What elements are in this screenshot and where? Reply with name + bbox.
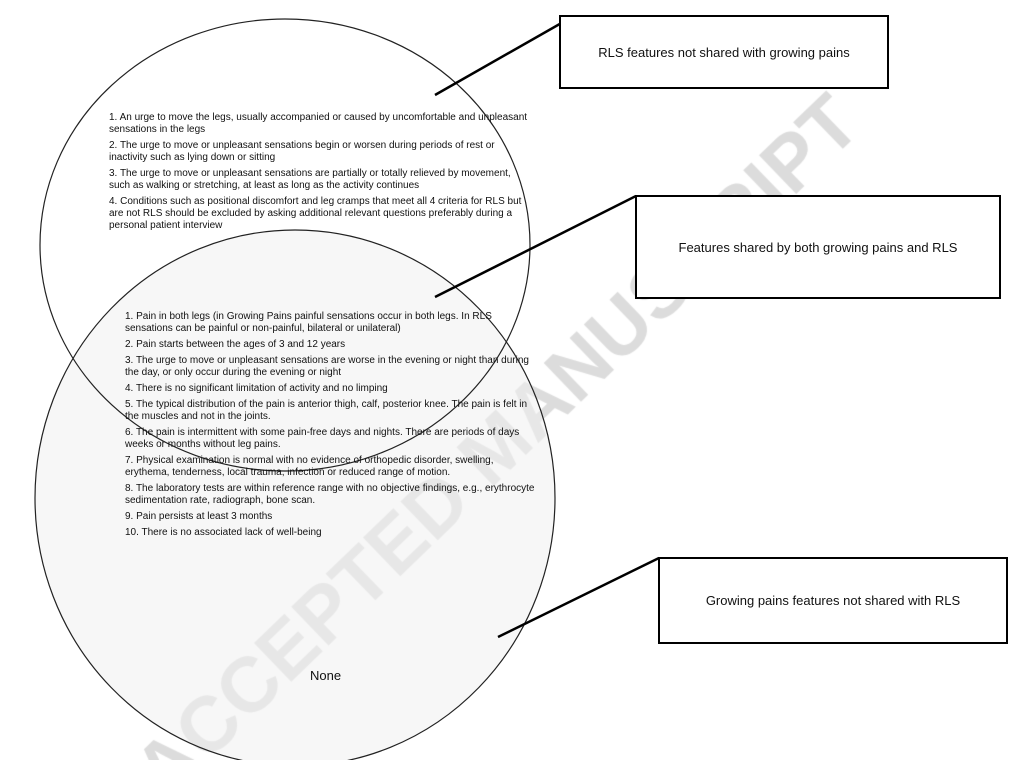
list-item: 4. Conditions such as positional discomfort and leg cramps that meet all 4 criteria for RLS but are not RLS should be excluded by asking additional relevant questions preferably during a personal patient interview <box>109 196 522 231</box>
list-item: 3. The urge to move or unpleasant sensations are worse in the evening or night than during the day, or only occur during the evening or night <box>125 355 529 378</box>
growing-pains-only-text: None <box>310 668 342 683</box>
list-item: 10. There is no associated lack of well-being <box>125 527 322 538</box>
callout-label: RLS features not shared with growing pains <box>598 44 850 60</box>
list-item: 4. There is no significant limitation of activity and no limping <box>125 383 388 394</box>
list-item: 6. The pain is intermittent with some pain-free days and nights. There are periods of days weeks or months without leg pains. <box>125 427 520 450</box>
list-item: 1. An urge to move the legs, usually accompanied or caused by uncomfortable and unpleasant sensations in the legs <box>109 112 528 135</box>
callout-box-rls-only <box>559 15 889 89</box>
list-item: 1. Pain in both legs (in Growing Pains painful sensations occur in both legs. In RLS sensations can be painful or non-painful, bilateral or unilateral) <box>125 311 492 334</box>
callout-label: Growing pains features not shared with RLS <box>705 593 961 608</box>
shared-list <box>125 311 535 543</box>
list-item: 9. Pain persists at least 3 months <box>125 511 273 522</box>
list-item: 3. The urge to move or unpleasant sensations are partially or totally relieved by movement, such as walking or stretching, at least as long as the activity continues <box>109 168 511 191</box>
callout-label: Features shared by both growing pains and RLS <box>678 239 958 255</box>
list-item: 5. The typical distribution of the pain is anterior thigh, calf, posterior knee. The pain is felt in the muscles and not in the joints. <box>125 399 528 422</box>
callout-line-rls <box>435 17 572 95</box>
rls-only-list <box>109 112 534 236</box>
list-item: 7. Physical examination is normal with no evidence of orthopedic disorder, swelling, erythema, tenderness, local trauma, infection or reduced range of motion. <box>125 455 494 478</box>
list-item: 8. The laboratory tests are within reference range with no objective findings, e.g., erythrocyte sedimentation rate, radiograph, bone scan. <box>125 483 535 506</box>
callout-box-gp-only <box>658 557 1008 644</box>
callout-box-shared <box>635 195 1001 299</box>
list-item: 2. The urge to move or unpleasant sensations begin or worsen during periods of rest or inactivity such as lying down or sitting <box>109 140 495 163</box>
list-item: 2. Pain starts between the ages of 3 and 12 years <box>125 339 346 350</box>
